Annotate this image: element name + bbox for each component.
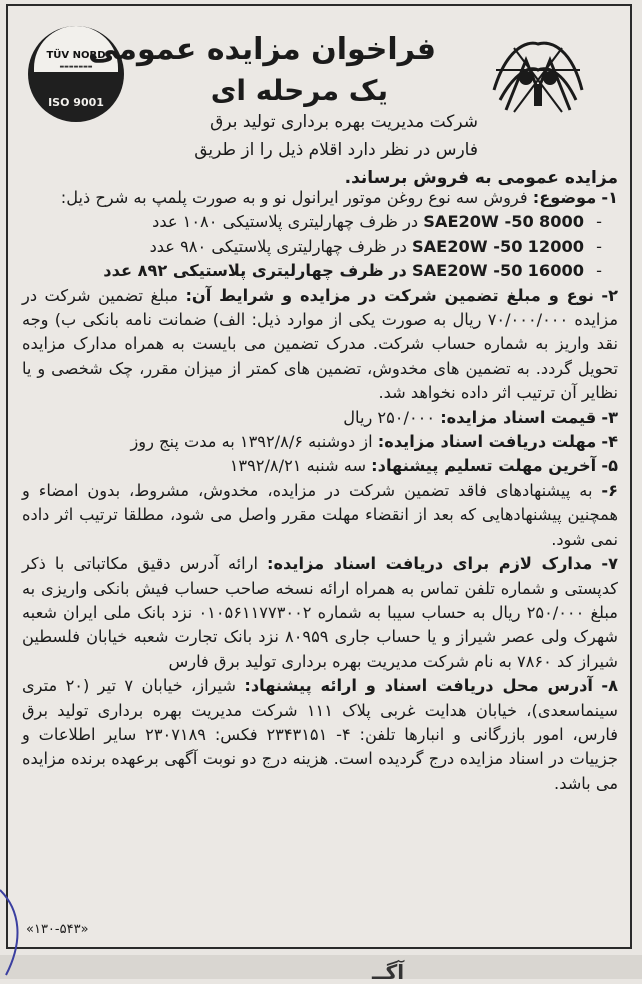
section-7-heading: مدارک لازم برای دریافت اسناد مزایده: — [267, 554, 593, 574]
item-3-code: SAE20W -50 — [412, 261, 523, 281]
section-8-text: شیراز، خیابان ۷ تیر (۲۰ متری سینماسعدی)، خیابان هدایت غربی پلاک ۱۱۱ شرکت مدیریت بهره برداری تولید برق فارس، امور بازرگانی و انبارها تلفن: ۴- ۲۳۴۳۱۵۱ فکس: ۲۳۰۷۱۸۹ سایر اطلاعات و جزییات در اسناد مزایده درج گردیده است. هزینه درج دو نوبت آگهی برعهده برنده مزایده می باشد. — [22, 676, 618, 793]
advertisement-frame — [6, 4, 632, 949]
section-2-heading: نوع و مبلغ تضمین شرکت در مزایده و شرایط آن: — [185, 285, 594, 305]
section-8-heading: آدرس محل دریافت اسناد و ارائه پیشنهاد: — [244, 676, 593, 696]
intro-line-3: مزایده عمومی به فروش برساند. — [344, 168, 618, 188]
section-3-heading: قیمت اسناد مزایده: — [440, 407, 597, 427]
item-1-code: SAE20W -50 — [423, 212, 534, 232]
item-2: -SAE20W -50 12000 در ظرف چهارلیتری پلاستیکی ۹۸۰ عدد — [149, 236, 602, 256]
section-5-heading: آخرین مهلت تسلیم پیشنهاد: — [371, 456, 597, 476]
section-6-text: به پیشنهادهای فاقد تضمین شرکت در مزایده، مخدوش، مشروط، بدون امضاء و همچنین پیشنهادهایی که بعد از انقضاء مهلت مقرر واصل می شود، مطلقا ترتیب اثر داده نمی شود. — [22, 480, 618, 549]
intro-line-2: فارس در نظر دارد اقلام ذیل را از طریق — [194, 140, 478, 160]
section-8 — [22, 674, 618, 796]
page-bottom-strip — [0, 955, 642, 979]
section-3-text: ۲۵۰/۰۰۰ ریال — [343, 407, 436, 427]
section-8-num: ۸- — [601, 676, 618, 696]
section-1 — [22, 186, 618, 210]
ad-code: «۱۳۰-۵۴۳» — [26, 922, 89, 937]
section-7-num: ۷- — [601, 554, 618, 574]
section-1-num: ۱- — [601, 188, 618, 207]
item-2-code: SAE20W -50 — [412, 236, 523, 256]
section-2-text: مبلغ تضمین شرکت در مزایده ۷۰/۰۰۰/۰۰۰ ریال به صورت یکی از موارد ذیل: الف) ضمانت نامه بانکی ب) وجه نقد واریز به شماره حساب شرکت. مدرک تضمین می بایست به همراه مدارک مزایده تحویل گردد. به تضمین های مخدوش، تضمین های کمتر از میزان مقرر، چک شخصی و یا نظایر آن ترتیب اثر داده نخواهد شد. — [22, 285, 618, 403]
title-line-2: یک مرحله ای — [210, 74, 388, 107]
section-6 — [22, 479, 618, 552]
section-4-heading: مهلت دریافت اسناد مزایده: — [377, 432, 597, 452]
section-1-text: فروش سه نوع روغن موتور ایرانول نو و به صورت پلمپ به شرح ذیل: — [60, 188, 528, 207]
iso-text: ISO 9001 — [48, 96, 104, 109]
item-1-rest: در ظرف چهارلیتری پلاستیکی ۱۰۸۰ عدد — [152, 212, 419, 232]
section-6-num: ۶- — [601, 480, 618, 500]
section-4-text: از دوشنبه ۱۳۹۲/۸/۶ به مدت پنج روز — [130, 432, 373, 452]
section-3 — [22, 406, 618, 430]
section-7-text: ارائه آدرس دقیق مکاتباتی با ذکر کدپستی و شماره تلفن تماس به همراه ارائه نسخه صاحب حساب فیش بانکی واریزی به مبلغ ۲۵۰/۰۰۰ ریال به حساب سیبا به شماره ۰۱۰۵۶۱۱۷۷۳۰۰۲ نزد بانک ملی ایران شعبه شهرک ولی عصر شیراز و یا حساب جاری ۸۰۹۵۹ نزد بانک تجارت شعبه خیابان فلسطین شیراز کد ۷۸۶۰ به نام شرکت مدیریت بهره برداری تولید برق فارس — [22, 554, 618, 671]
section-2-num: ۲- — [601, 285, 618, 305]
item-3-rest: در ظرف چهارلیتری پلاستیکی ۸۹۲ عدد — [103, 261, 407, 281]
title-line-1: فراخوان مزایده عمومی — [88, 32, 436, 67]
section-4 — [22, 430, 618, 454]
section-4-num: ۴- — [601, 432, 618, 452]
auction-body — [22, 186, 618, 796]
intro-text — [18, 108, 618, 192]
item-1: -SAE20W -50 8000 در ظرف چهارلیتری پلاستیکی ۱۰۸۰ عدد — [152, 212, 602, 232]
item-3: -SAE20W -50 16000 در ظرف چهارلیتری پلاستیکی ۸۹۲ عدد — [103, 261, 602, 281]
section-1-heading: موضوع: — [532, 188, 597, 207]
intro-line-1: شرکت مدیریت بهره برداری تولید برق — [210, 112, 478, 132]
section-5-text: سه شنبه ۱۳۹۲/۸/۲۱ — [229, 456, 367, 476]
tuv-top-text: TÜV NORD — [46, 50, 106, 61]
section-7 — [22, 552, 618, 674]
item-2-amount: 12000 — [527, 236, 584, 256]
item-1-amount: 8000 — [538, 212, 584, 232]
bottom-fragment-text: آگــ — [372, 960, 405, 984]
section-5-num: ۵- — [601, 456, 618, 476]
svg-text:▬▬▬▬▬▬▬: ▬▬▬▬▬▬▬ — [59, 64, 93, 70]
section-3-num: ۳- — [601, 407, 618, 427]
pen-mark — [0, 880, 30, 979]
item-2-rest: در ظرف چهارلیتری پلاستیکی ۹۸۰ عدد — [149, 236, 407, 256]
section-5 — [22, 454, 618, 478]
item-3-amount: 16000 — [527, 261, 584, 281]
section-2 — [22, 284, 618, 406]
